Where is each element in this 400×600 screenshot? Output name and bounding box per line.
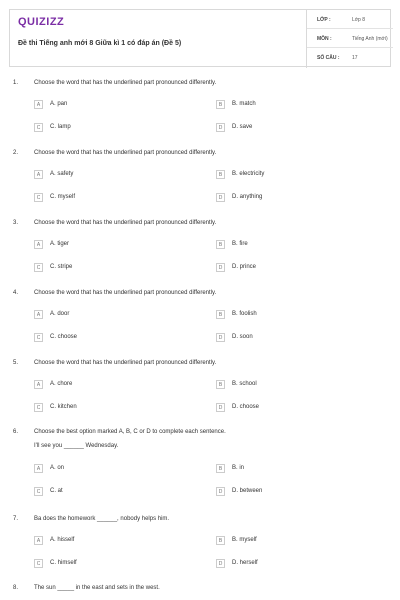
option-letter-box[interactable]: A: [34, 536, 43, 545]
question-text: Choose the best option marked A, B, C or D to complete each sentence.: [34, 429, 226, 435]
meta-row-count: [307, 48, 393, 67]
option-letter-box[interactable]: C: [34, 333, 43, 342]
question-number: 7.: [13, 516, 19, 522]
option-letter-box[interactable]: B: [216, 310, 225, 319]
option-text: B. match: [232, 101, 256, 107]
option-letter-box[interactable]: D: [216, 263, 225, 272]
meta-value: 17: [352, 55, 358, 61]
option-text: A. pan: [50, 101, 68, 107]
option-letter-box[interactable]: D: [216, 193, 225, 202]
option-text: C. choose: [50, 334, 78, 340]
option-letter-box[interactable]: A: [34, 170, 43, 179]
option-text: D. soon: [232, 334, 253, 340]
option-letter-box[interactable]: B: [216, 100, 225, 109]
question-text: Choose the word that has the underlined part pronounced differently.: [34, 290, 217, 296]
option-letter-box[interactable]: C: [34, 263, 43, 272]
option-letter-box[interactable]: B: [216, 536, 225, 545]
question-number: 4.: [13, 290, 19, 296]
option-text: C. lamp: [50, 124, 71, 130]
meta-panel: [306, 10, 392, 68]
option-text: B. in: [232, 465, 245, 471]
meta-key: SỐ CÂU :: [317, 55, 340, 61]
option-letter-box[interactable]: A: [34, 100, 43, 109]
option-text: A. chore: [50, 381, 73, 387]
option-text: D. choose: [232, 404, 260, 410]
question-number: 6.: [13, 429, 19, 435]
question-text: Choose the word that has the underlined part pronounced differently.: [34, 220, 217, 226]
question-text: Choose the word that has the underlined part pronounced differently.: [34, 150, 217, 156]
option-letter-box[interactable]: C: [34, 403, 43, 412]
question-number: 1.: [13, 80, 19, 86]
meta-row-subject: [307, 29, 393, 48]
question-number: 8.: [13, 585, 19, 591]
option-letter-box[interactable]: D: [216, 487, 225, 496]
option-letter-box[interactable]: A: [34, 464, 43, 473]
option-text: C. at: [50, 488, 63, 494]
option-text: B. foolish: [232, 311, 257, 317]
option-letter-box[interactable]: B: [216, 380, 225, 389]
option-text: C. kitchen: [50, 404, 77, 410]
option-text: C. myself: [50, 194, 76, 200]
question-text: Choose the word that has the underlined part pronounced differently.: [34, 360, 217, 366]
worksheet-header: [9, 9, 391, 67]
option-letter-box[interactable]: B: [216, 464, 225, 473]
question-number: 2.: [13, 150, 19, 156]
option-text: D. herself: [232, 560, 258, 566]
option-letter-box[interactable]: C: [34, 123, 43, 132]
option-letter-box[interactable]: D: [216, 333, 225, 342]
worksheet-title: Đề thi Tiếng anh mới 8 Giữa kì 1 có đáp án (Đề 5): [18, 40, 182, 47]
question-text: The sun _____ in the east and sets in the west.: [34, 585, 160, 591]
option-letter-box[interactable]: B: [216, 240, 225, 249]
meta-row-class: [307, 10, 393, 29]
option-letter-box[interactable]: C: [34, 559, 43, 568]
question-number: 5.: [13, 360, 19, 366]
option-text: A. hisself: [50, 537, 75, 543]
option-text: A. on: [50, 465, 65, 471]
question-text: Choose the word that has the underlined part pronounced differently.: [34, 80, 217, 86]
option-text: D. between: [232, 488, 263, 494]
option-text: C. himself: [50, 560, 77, 566]
meta-value: Tiếng Anh (mới): [352, 36, 388, 42]
quizizz-logo: QUIZIZZ: [18, 16, 65, 28]
option-text: A. tiger: [50, 241, 70, 247]
option-letter-box[interactable]: C: [34, 487, 43, 496]
meta-key: LỚP :: [317, 17, 331, 23]
option-letter-box[interactable]: D: [216, 123, 225, 132]
option-letter-box[interactable]: A: [34, 310, 43, 319]
meta-value: Lớp 8: [352, 17, 366, 23]
option-text: B. myself: [232, 537, 257, 543]
question-text: Ba does the homework ______, nobody helps him.: [34, 516, 170, 522]
meta-key: MÔN :: [317, 36, 332, 42]
option-letter-box[interactable]: A: [34, 380, 43, 389]
option-text: A. door: [50, 311, 70, 317]
option-text: B. electricity: [232, 171, 265, 177]
option-text: C. stripe: [50, 264, 73, 270]
option-letter-box[interactable]: A: [34, 240, 43, 249]
option-letter-box[interactable]: D: [216, 559, 225, 568]
question-prompt: I'll see you ______ Wednesday.: [34, 443, 119, 449]
option-text: D. save: [232, 124, 253, 130]
question-number: 3.: [13, 220, 19, 226]
option-text: D. prince: [232, 264, 257, 270]
option-letter-box[interactable]: C: [34, 193, 43, 202]
option-text: A. safety: [50, 171, 74, 177]
option-letter-box[interactable]: B: [216, 170, 225, 179]
option-text: B. school: [232, 381, 257, 387]
option-letter-box[interactable]: D: [216, 403, 225, 412]
option-text: B. fire: [232, 241, 248, 247]
option-text: D. anything: [232, 194, 263, 200]
